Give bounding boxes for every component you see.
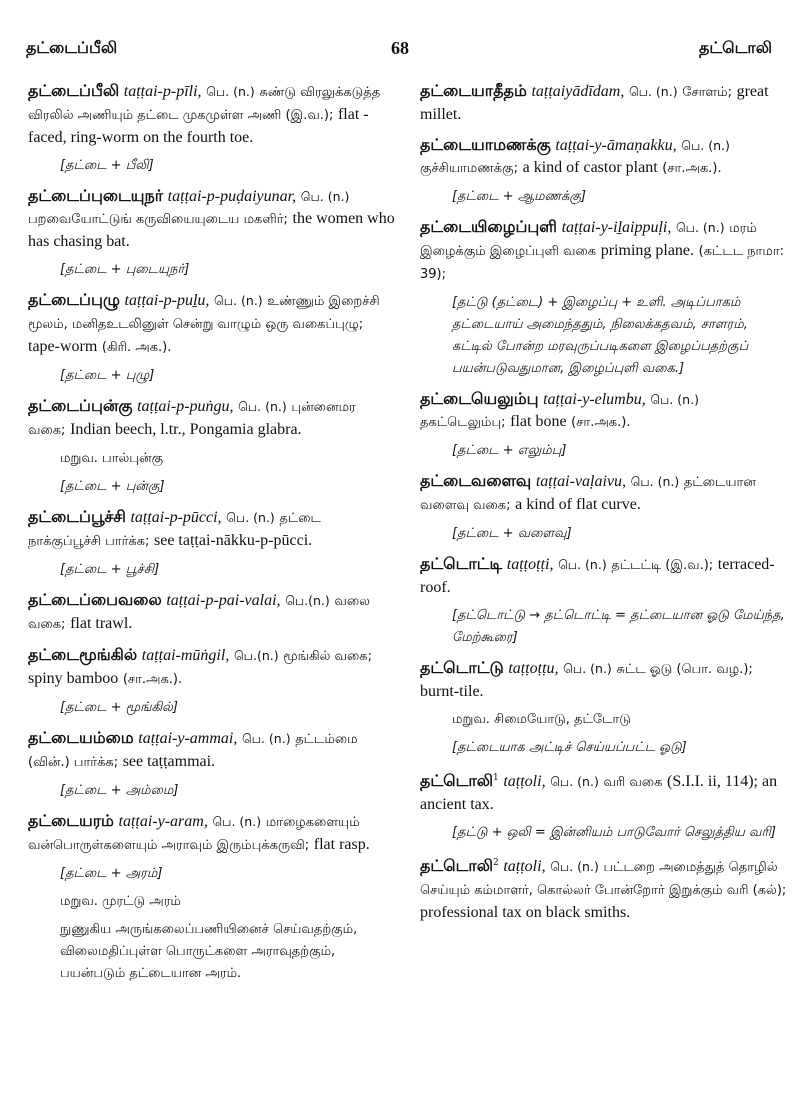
part-of-speech: பெ. (n.) [214, 293, 263, 308]
etymology: [தட்டை + எலும்பு] [452, 443, 567, 458]
part-of-speech: பெ. (n.) [681, 138, 730, 153]
headword: தட்டைப்பீலி [28, 81, 120, 100]
headword: தட்டொட்டி [420, 554, 503, 573]
tamil-definition: தட்டட்டி (இ.வ.); [611, 558, 714, 573]
part-of-speech: பெ. (n.) [563, 661, 612, 676]
english-definition: terraced-roof. [420, 556, 775, 596]
headword: தட்டையரம் [28, 811, 114, 830]
english-definition: flat bone [510, 413, 567, 430]
entry-definition [420, 134, 788, 180]
running-head-right: தட்டொலி [699, 38, 772, 57]
tamil-definition: உண்ணும் இறைச்சி மூலம், மனிதஉடலினுள் சென்று வாழும் ஒரு வகைப்புழு; [28, 294, 380, 332]
source-citation: (கட்டட நாமா: 39); [420, 244, 784, 282]
part-of-speech: பெ. (n.) [628, 84, 678, 99]
variant-line: மறுவ. சிமையோடு, தட்டோடு [452, 712, 631, 727]
entry-definition [28, 289, 396, 359]
english-definition: flat rasp. [313, 836, 370, 853]
headword: தட்டையிழைப்புளி [420, 217, 557, 236]
headword: தட்டையாதீதம் [420, 81, 527, 100]
etymology: [தட்டை + பூச்சி] [60, 562, 160, 577]
dictionary-entry [420, 767, 788, 844]
tamil-definition: மூங்கில் வகை; [283, 649, 373, 664]
dictionary-entry [28, 185, 396, 281]
headword: தட்டையம்மை [28, 728, 134, 747]
dictionary-entry [420, 553, 788, 649]
english-definition: burnt-tile. [420, 683, 484, 700]
transliteration: taṭṭai-y-elumbu, [543, 391, 646, 408]
dictionary-entry [420, 134, 788, 208]
headword: தட்டையெலும்பு [420, 389, 539, 408]
right-column [420, 80, 788, 932]
transliteration: taṭṭoṭṭi, [506, 556, 554, 573]
transliteration: taṭṭai-y-aram, [118, 813, 208, 830]
tamil-definition: தட்டையான வளைவு வகை; [420, 475, 756, 513]
entry-definition [28, 810, 396, 857]
headword: தட்டைப்பூச்சி [28, 507, 126, 526]
part-of-speech: பெ. (n.) [650, 392, 699, 407]
tamil-definition: வலை வகை; [28, 594, 370, 632]
source-citation: (சா.அக.). [571, 415, 631, 430]
transliteration: taṭṭai-p-puḍaiyunar, [167, 188, 297, 205]
entry-definition [28, 644, 396, 691]
part-of-speech: பெ. (n.) [550, 773, 599, 789]
transliteration: taṭṭoli, [503, 772, 546, 790]
dictionary-entry [28, 727, 396, 802]
transliteration: taṭṭai-y-ammai, [138, 730, 238, 747]
english-definition: priming plane. [600, 242, 695, 259]
entry-definition [420, 553, 788, 599]
dictionary-entry [28, 80, 396, 177]
source-citation: (கிரி. அக.). [101, 340, 172, 355]
etymology: [தட்டை + பீலி] [60, 158, 154, 173]
tamil-definition: தகட்டெலும்பு; [420, 415, 506, 430]
entry-definition [28, 727, 396, 774]
tamil-definition: சுட்ட ஓடு (பொ. வழ.); [616, 662, 753, 677]
part-of-speech: பெ. (n.) [226, 510, 275, 525]
part-of-speech: பெ.(n.) [285, 593, 330, 608]
part-of-speech: பெ. (n.) [300, 189, 350, 204]
entry-definition [420, 767, 788, 816]
entry-definition [28, 506, 396, 553]
transliteration: taṭṭai-p-puḻu, [124, 292, 210, 309]
dictionary-entry [28, 810, 396, 985]
headword: தட்டைப்புன்கு [28, 396, 133, 415]
etymology: [தட்டை + வளைவு] [452, 526, 572, 541]
tamil-definition: குச்சியாமணக்கு; [420, 161, 518, 176]
headword: தட்டொலி [420, 855, 493, 875]
entry-definition [420, 216, 788, 286]
english-definition: spiny bamboo [28, 670, 119, 687]
dictionary-entry [420, 216, 788, 380]
etymology: [தட்டு + ஒலி = இன்னியம் பாடுவோர் செலுத்திய வரி] [452, 824, 776, 840]
dictionary-entry [28, 644, 396, 719]
dictionary-entry [420, 388, 788, 462]
entry-definition [28, 185, 396, 253]
english-definition: flat - faced, ring-worm on the fourth toe. [28, 106, 369, 146]
dictionary-entry [420, 470, 788, 545]
tamil-definition: சுண்டு விரலுக்கடுத்த விரலில் அணியும் தட்டை முகமுள்ள அணி (இ.வ.); [28, 85, 381, 123]
transliteration: taṭṭai-p-pūcci, [130, 509, 222, 526]
headword: தட்டையாமணக்கு [420, 135, 551, 154]
etymology: [தட்டை + மூங்கில்] [60, 700, 178, 715]
source-citation: (சா.அக.). [122, 672, 183, 687]
etymology: [தட்டு (தட்டை) + இழைப்பு + உளி. அடிப்பாகம் தட்டையாய் அமைந்ததும், நிலைக்கதவம், சாளரம், கட்டில் போன்ற மரவுருப்படிகளை இழைப்பதற்குப் பயன்படுவதுமான, இழைப்புளி வகை.] [452, 295, 749, 376]
dictionary-entry [420, 657, 788, 759]
transliteration: taṭṭai-vaḷaivu, [535, 473, 627, 490]
transliteration: taṭṭoli, [503, 857, 546, 875]
transliteration: taṭṭoṭṭu, [508, 660, 559, 677]
english-definition: a kind of castor plant [522, 159, 658, 176]
part-of-speech: பெ. (n.) [238, 399, 287, 414]
headword: தட்டைப்பைவலை [28, 590, 162, 609]
tamil-definition: தட்டை நாக்குப்பூச்சி பார்க்க; [28, 511, 321, 549]
dictionary-entry [28, 289, 396, 387]
etymology: [தட்டை + புழு] [60, 368, 155, 383]
entry-definition [420, 470, 788, 517]
part-of-speech: பெ. (n.) [241, 731, 291, 746]
etymology: [தட்டை + ஆமணக்கு] [452, 189, 586, 204]
english-definition: the women who has chasing bat. [28, 210, 395, 250]
homograph-number: 2 [493, 857, 499, 868]
variant-line: மறுவ. பால்புன்கு [60, 451, 164, 466]
dictionary-entry [420, 80, 788, 126]
english-definition: flat trawl. [70, 615, 133, 632]
part-of-speech: பெ. (n.) [630, 474, 680, 489]
dictionary-entry [28, 506, 396, 581]
etymology: [தட்டை + புன்கு] [60, 479, 165, 494]
tamil-definition: மரம் இழைக்கும் இழைப்புளி வகை [420, 221, 757, 259]
running-head-left: தட்டைப்பீலி [26, 38, 118, 57]
source-citation: (சா.அக.). [662, 161, 722, 176]
english-definition: professional tax on black smiths. [420, 903, 631, 921]
transliteration: taṭṭai-y-āmaṇakku, [555, 137, 677, 154]
part-of-speech: பெ.(n.) [233, 648, 279, 663]
entry-definition [28, 395, 396, 442]
etymology: [தட்டை + அம்மை] [60, 783, 179, 798]
etymology: [தட்டை + அரம்] [60, 866, 163, 881]
headword: தட்டைவளைவு [420, 471, 532, 490]
english-definition: tape-worm [28, 338, 98, 355]
part-of-speech: பெ. (n.) [550, 858, 599, 874]
etymology: [தட்டொட்டு → தட்டொட்டி = தட்டையான ஓடு மேய்ந்த, மேற்கூரை] [452, 608, 785, 645]
transliteration: taṭṭaiyādīdam, [531, 83, 625, 100]
explanatory-note: நுணுகிய அருங்கலைப்பணியினைச் செய்வதற்கும், விலைமதிப்புள்ள பொருட்களை அராவுதற்கும், பயன்படும் தட்டையான அரம். [60, 922, 358, 981]
entry-definition [420, 80, 788, 126]
entry-definition [420, 852, 788, 924]
headword: தட்டைப்புழு [28, 290, 120, 309]
tamil-definition: பட்டறை அமைத்துத் தொழில் செய்யும் கம்மாளர், கொல்லர் போன்றோர் இறுக்கும் வரி (கல்); [420, 859, 787, 898]
tamil-definition: தட்டம்மை (வின்.) பார்க்க; [28, 732, 358, 770]
entry-definition [420, 388, 788, 434]
english-definition: a kind of flat curve. [515, 496, 641, 513]
headword: தட்டைமூங்கில் [28, 645, 138, 664]
tamil-definition: சோளம்; [682, 85, 732, 100]
headword: தட்டைப்புடையுநர் [28, 186, 164, 205]
headword: தட்டொட்டு [420, 658, 504, 677]
headword: தட்டொலி [420, 770, 493, 790]
homograph-number: 1 [493, 773, 499, 783]
tamil-definition: புன்னைமர வகை; [28, 400, 356, 438]
transliteration: taṭṭai-p-pīli, [123, 83, 202, 100]
page-number: 68 [391, 38, 409, 58]
english-definition: (S.I.I. ii, 114); an ancient tax. [420, 772, 778, 813]
tamil-definition: பறவையோட்டுங் கருவியையுடைய மகளிர்; [28, 212, 288, 227]
left-column [28, 80, 396, 993]
transliteration: taṭṭai-y-iḻaippuḷi, [561, 219, 672, 236]
dictionary-entry [28, 589, 396, 636]
entry-definition [28, 589, 396, 636]
part-of-speech: பெ. (n.) [212, 814, 262, 829]
english-definition: see taṭṭai-nākku-p-pūcci. [153, 532, 313, 549]
etymology: [தட்டையாக அட்டிச் செய்யப்பட்ட ஓடு] [452, 740, 687, 755]
dictionary-entry [420, 852, 788, 924]
part-of-speech: பெ. (n.) [206, 84, 255, 99]
transliteration: taṭṭai-p-puṅgu, [137, 398, 234, 415]
variant-line: மறுவ. முரட்டு அரம் [60, 894, 181, 909]
english-definition: Indian beech, l.tr., Pongamia glabra. [70, 421, 302, 438]
tamil-definition: வரி வகை [603, 774, 663, 790]
tamil-definition: மாழைகளையும் வன்பொருள்களையும் அராவும் இரும்புக்கருவி; [28, 815, 360, 853]
entry-definition [28, 80, 396, 149]
part-of-speech: பெ. (n.) [558, 557, 607, 572]
english-definition: see taṭṭammai. [122, 753, 216, 770]
dictionary-entry [28, 395, 396, 498]
english-definition: great millet. [420, 83, 769, 123]
part-of-speech: பெ. (n.) [675, 220, 725, 235]
etymology: [தட்டை + புடையுநர்] [60, 262, 190, 277]
transliteration: taṭṭai-p-pai-valai, [166, 592, 281, 609]
entry-definition [420, 657, 788, 703]
transliteration: taṭṭai-mūṅgil, [141, 647, 230, 664]
